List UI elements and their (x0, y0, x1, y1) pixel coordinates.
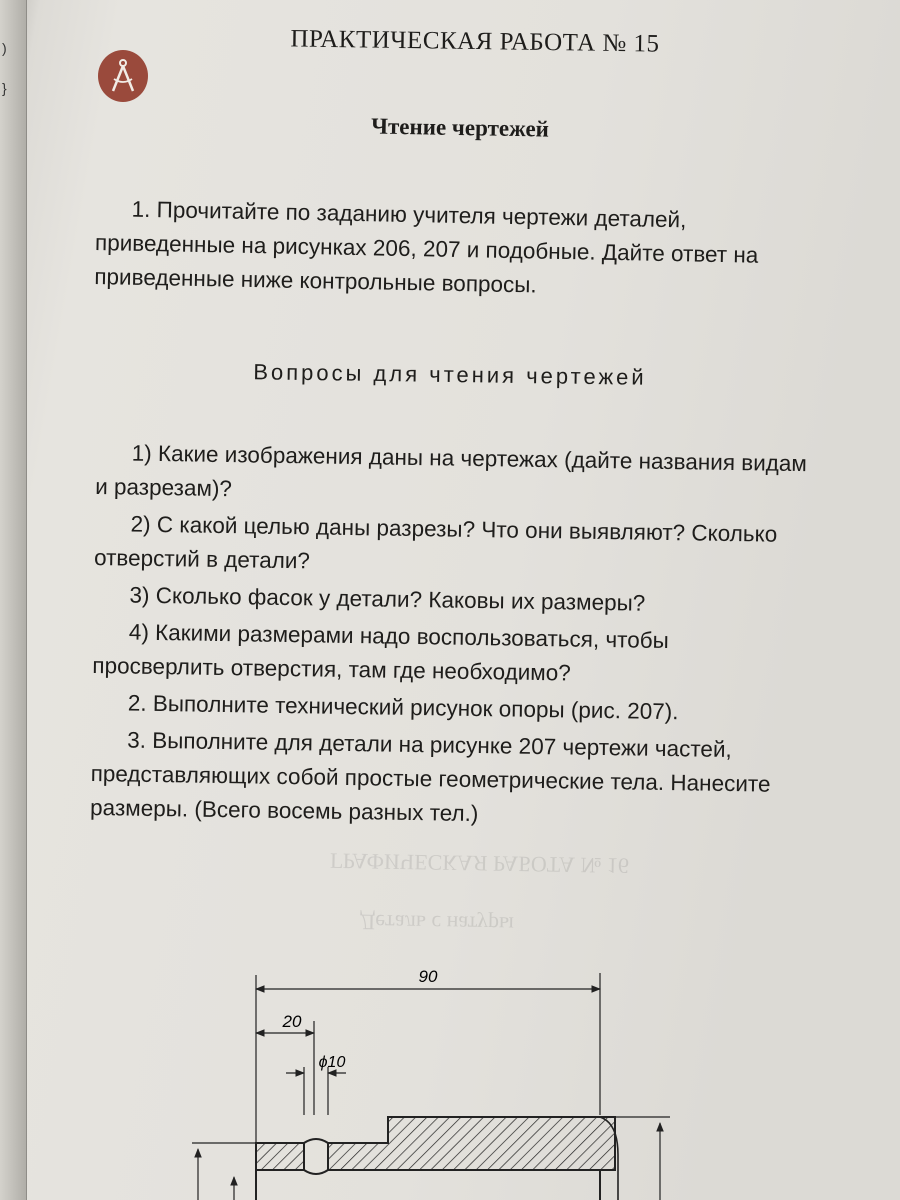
section-title: Чтение чертежей (370, 113, 550, 142)
dimension-label-90: 90 (418, 967, 438, 986)
hole-outline (304, 1170, 328, 1174)
part-section-main (328, 1117, 615, 1170)
running-title: ПРАКТИЧЕСКАЯ РАБОТА № 15 (290, 25, 660, 58)
technical-drawing (170, 955, 700, 1200)
dimension-label-20: 20 (282, 1012, 302, 1031)
task-1-text: 1. Прочитайте по заданию учителя чертежи деталей, приведенные на рисунках 206, 207 и подобные. Дайте ответ на приведенные ниже контрольные вопросы. (94, 196, 759, 298)
bleed-through-text: Деталь с натуры (359, 909, 514, 938)
questions-list (90, 436, 808, 839)
question-item: 3) Сколько фасок у детали? Каковы их размеры? (129, 582, 646, 616)
question-item: 2) С какой целью даны разрезы? Что они выявляют? Сколько отверстий в детали? (93, 511, 778, 574)
part-section-left (256, 1143, 304, 1170)
compass-icon (98, 50, 148, 102)
questions-heading: Вопросы для чтения чертежей (253, 359, 647, 390)
question-item: 4) Какими размерами надо воспользоваться, чтобы просверлить отверстия, там где необходимо? (92, 619, 669, 686)
dimension-label-hole: ϕ10 (318, 1054, 346, 1071)
task-2-text: 2. Выполните технический рисунок опоры (рис. 207). (127, 690, 679, 725)
facing-page-edge: ) } (0, 0, 27, 1200)
bleed-through-text: ГРАФИЧЕСКАЯ РАБОТА № 16 (329, 848, 630, 879)
question-item: 1) Какие изображения даны на чертежах (дайте названия видам и разрезам)? (95, 440, 808, 502)
hole-outline (304, 1139, 328, 1143)
task-3-text: 3. Выполните для детали на рисунке 207 чертежи частей, представляющих собой простые геометрические тела. Нанесите размеры. (Всего восемь разных тел.) (89, 727, 771, 827)
